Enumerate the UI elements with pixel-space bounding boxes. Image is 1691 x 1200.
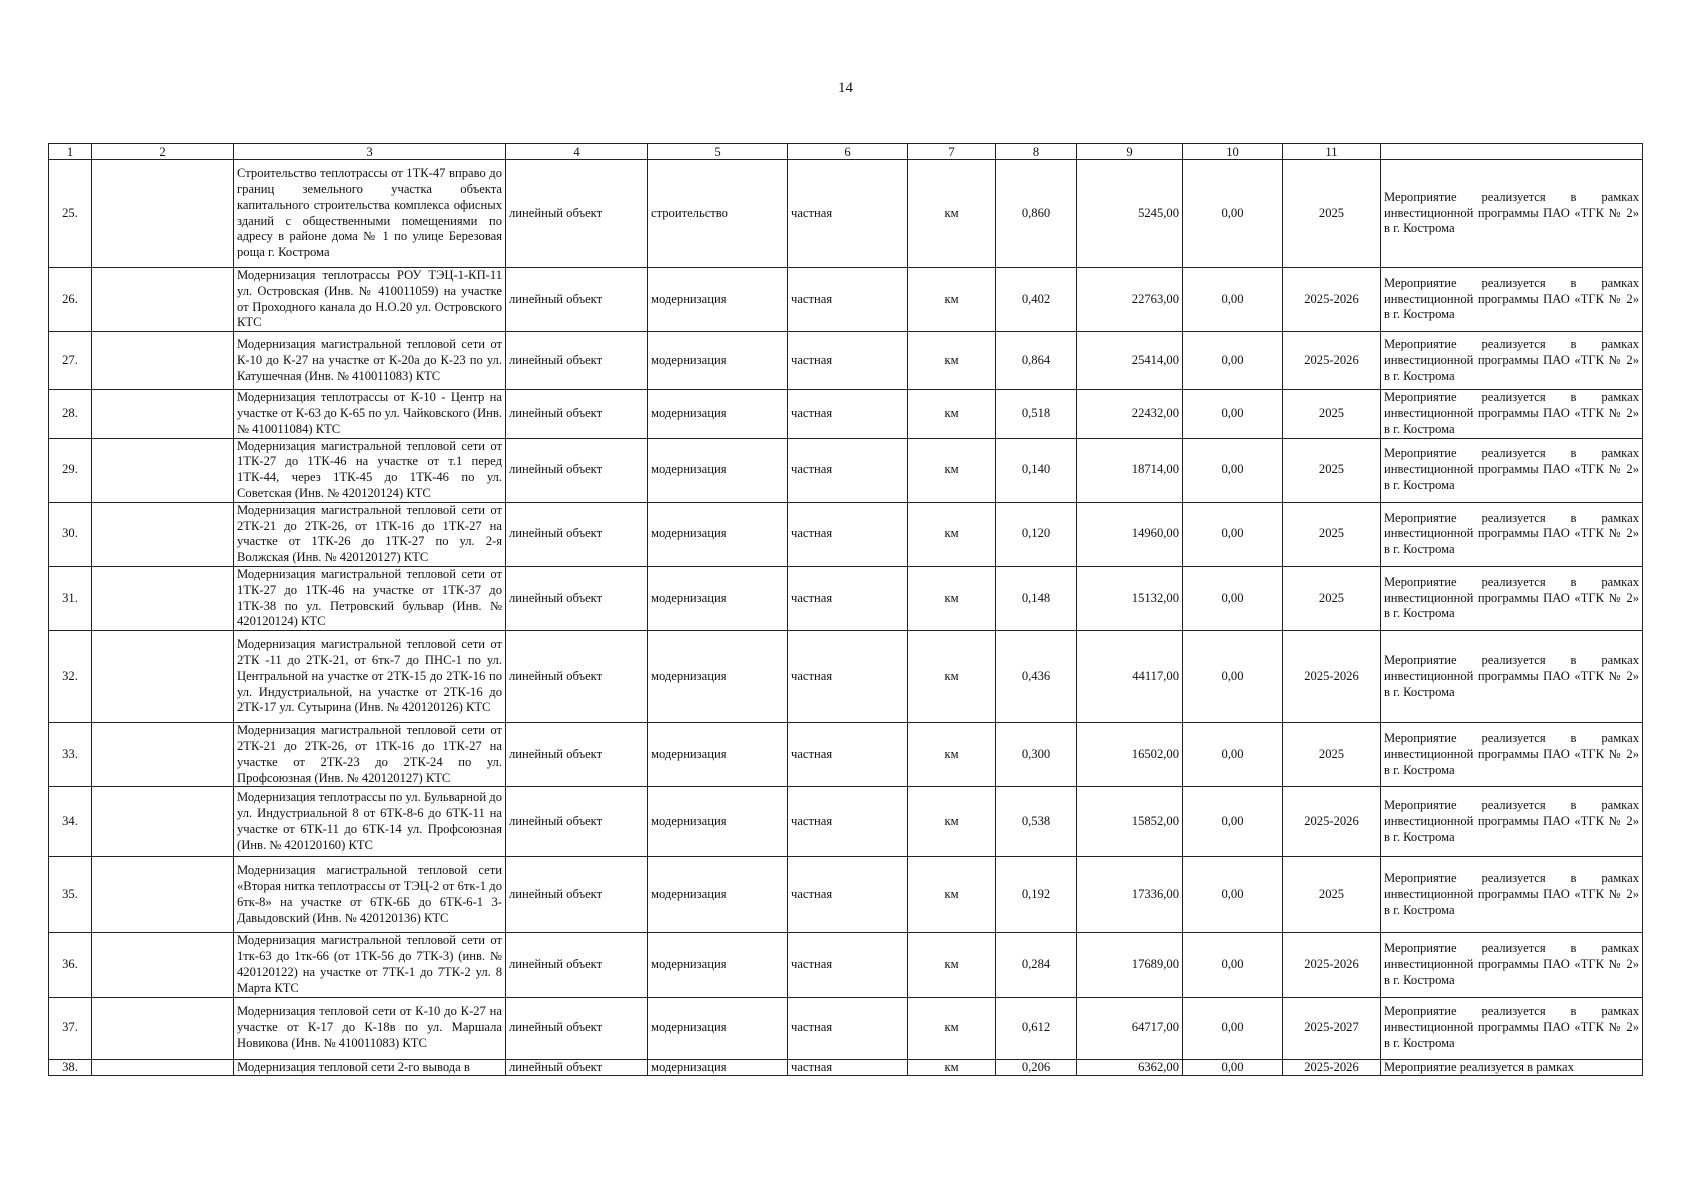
header-row [49, 144, 1643, 160]
object-type: линейный объект [506, 502, 648, 566]
value-col-10: 0,00 [1183, 787, 1283, 857]
object-description: Строительство теплотрассы от 1ТК-47 вправо до границ земельного участка объекта капитального строительства комплекса офисных зданий с общественными помещениями по адресу в районе дома № 1 по улице Березовая роща г. Кострома [234, 160, 506, 268]
length: 0,612 [996, 997, 1077, 1059]
object-type: линейный объект [506, 566, 648, 630]
table-row [49, 268, 1643, 332]
table-row [49, 723, 1643, 787]
row-number: 32. [49, 631, 92, 723]
empty-cell [92, 438, 234, 502]
unit: км [908, 268, 996, 332]
cost: 22763,00 [1077, 268, 1183, 332]
ownership: частная [788, 997, 908, 1059]
object-type: линейный объект [506, 997, 648, 1059]
work-type: модернизация [648, 268, 788, 332]
column-header [1381, 144, 1643, 160]
object-description: Модернизация магистральной тепловой сети «Вторая нитка теплотрассы от ТЭЦ-2 от 6тк-1 до 6тк-8» на участке от 6ТК-6Б до 6ТК-6-1 3-Давыдовский (Инв. № 420120136) КТС [234, 857, 506, 933]
ownership: частная [788, 566, 908, 630]
value-col-10: 0,00 [1183, 566, 1283, 630]
object-description: Модернизация магистральной тепловой сети от К-10 до К-27 на участке от К-20а до К-23 по ул. Катушечная (Инв. № 410011083) КТС [234, 332, 506, 390]
object-description: Модернизация тепловой сети 2-го вывода в [234, 1059, 506, 1076]
unit: км [908, 566, 996, 630]
value-col-10: 0,00 [1183, 631, 1283, 723]
column-header: 3 [234, 144, 506, 160]
row-number: 36. [49, 933, 92, 997]
column-header: 6 [788, 144, 908, 160]
note: Мероприятие реализуется в рамках инвестиционной программы ПАО «ТГК № 2» в г. Кострома [1381, 160, 1643, 268]
years: 2025-2026 [1283, 268, 1381, 332]
empty-cell [92, 787, 234, 857]
cost: 6362,00 [1077, 1059, 1183, 1076]
row-number: 37. [49, 997, 92, 1059]
years: 2025 [1283, 502, 1381, 566]
work-type: модернизация [648, 631, 788, 723]
work-type: модернизация [648, 997, 788, 1059]
years: 2025 [1283, 438, 1381, 502]
column-header: 9 [1077, 144, 1183, 160]
note: Мероприятие реализуется в рамках инвестиционной программы ПАО «ТГК № 2» в г. Кострома [1381, 268, 1643, 332]
table-row [49, 502, 1643, 566]
work-type: модернизация [648, 1059, 788, 1076]
work-type: модернизация [648, 332, 788, 390]
ownership: частная [788, 723, 908, 787]
note: Мероприятие реализуется в рамках инвестиционной программы ПАО «ТГК № 2» в г. Кострома [1381, 631, 1643, 723]
work-type: модернизация [648, 857, 788, 933]
value-col-10: 0,00 [1183, 268, 1283, 332]
row-number: 28. [49, 390, 92, 438]
note: Мероприятие реализуется в рамках инвестиционной программы ПАО «ТГК № 2» в г. Кострома [1381, 390, 1643, 438]
row-number: 29. [49, 438, 92, 502]
table-row [49, 390, 1643, 438]
years: 2025 [1283, 857, 1381, 933]
object-type: линейный объект [506, 723, 648, 787]
ownership: частная [788, 933, 908, 997]
object-type: линейный объект [506, 332, 648, 390]
cost: 15132,00 [1077, 566, 1183, 630]
length: 0,120 [996, 502, 1077, 566]
column-header: 7 [908, 144, 996, 160]
value-col-10: 0,00 [1183, 332, 1283, 390]
empty-cell [92, 1059, 234, 1076]
empty-cell [92, 997, 234, 1059]
note: Мероприятие реализуется в рамках инвестиционной программы ПАО «ТГК № 2» в г. Кострома [1381, 787, 1643, 857]
length: 0,300 [996, 723, 1077, 787]
length: 0,140 [996, 438, 1077, 502]
unit: км [908, 332, 996, 390]
empty-cell [92, 160, 234, 268]
value-col-10: 0,00 [1183, 160, 1283, 268]
value-col-10: 0,00 [1183, 390, 1283, 438]
ownership: частная [788, 631, 908, 723]
length: 0,402 [996, 268, 1077, 332]
cost: 18714,00 [1077, 438, 1183, 502]
length: 0,436 [996, 631, 1077, 723]
column-header: 8 [996, 144, 1077, 160]
cost: 64717,00 [1077, 997, 1183, 1059]
object-description: Модернизация магистральной тепловой сети от 1ТК-27 до 1ТК-46 на участке от т.1 перед 1ТК-44, через 1ТК-45 до 1ТК-46 по ул. Советская (Инв. № 420120124) КТС [234, 438, 506, 502]
value-col-10: 0,00 [1183, 997, 1283, 1059]
row-number: 35. [49, 857, 92, 933]
object-description: Модернизация теплотрассы от К-10 - Центр на участке от К-63 до К-65 по ул. Чайковского (Инв. № 410011084) КТС [234, 390, 506, 438]
value-col-10: 0,00 [1183, 723, 1283, 787]
ownership: частная [788, 332, 908, 390]
object-description: Модернизация магистральной тепловой сети от 2ТК-21 до 2ТК-26, от 1ТК-16 до 1ТК-27 на участке от 2ТК-23 до 2ТК-24 по ул. Профсоюзная (Инв. № 420120127) КТС [234, 723, 506, 787]
empty-cell [92, 723, 234, 787]
empty-cell [92, 332, 234, 390]
empty-cell [92, 857, 234, 933]
length: 0,518 [996, 390, 1077, 438]
cost: 25414,00 [1077, 332, 1183, 390]
row-number: 34. [49, 787, 92, 857]
page-number: 14 [838, 80, 853, 96]
work-type: модернизация [648, 723, 788, 787]
object-type: линейный объект [506, 438, 648, 502]
cost: 15852,00 [1077, 787, 1183, 857]
empty-cell [92, 502, 234, 566]
table-row [49, 631, 1643, 723]
unit: км [908, 502, 996, 566]
object-type: линейный объект [506, 857, 648, 933]
note: Мероприятие реализуется в рамках инвестиционной программы ПАО «ТГК № 2» в г. Кострома [1381, 997, 1643, 1059]
cost: 17336,00 [1077, 857, 1183, 933]
note: Мероприятие реализуется в рамках инвестиционной программы ПАО «ТГК № 2» в г. Кострома [1381, 438, 1643, 502]
table-body [49, 160, 1643, 1076]
ownership: частная [788, 1059, 908, 1076]
unit: км [908, 390, 996, 438]
column-header: 4 [506, 144, 648, 160]
table-row [49, 857, 1643, 933]
column-header: 2 [92, 144, 234, 160]
years: 2025 [1283, 723, 1381, 787]
cost: 22432,00 [1077, 390, 1183, 438]
unit: км [908, 857, 996, 933]
length: 0,864 [996, 332, 1077, 390]
table-row [49, 997, 1643, 1059]
value-col-10: 0,00 [1183, 857, 1283, 933]
length: 0,860 [996, 160, 1077, 268]
work-type: модернизация [648, 933, 788, 997]
value-col-10: 0,00 [1183, 438, 1283, 502]
length: 0,284 [996, 933, 1077, 997]
object-description: Модернизация тепловой сети от К-10 до К-27 на участке от К-17 до К-18в по ул. Маршала Новикова (Инв. № 410011083) КТС [234, 997, 506, 1059]
column-header: 10 [1183, 144, 1283, 160]
empty-cell [92, 566, 234, 630]
note: Мероприятие реализуется в рамках инвестиционной программы ПАО «ТГК № 2» в г. Кострома [1381, 723, 1643, 787]
years: 2025-2026 [1283, 933, 1381, 997]
cost: 17689,00 [1077, 933, 1183, 997]
row-number: 26. [49, 268, 92, 332]
years: 2025-2026 [1283, 332, 1381, 390]
row-number: 31. [49, 566, 92, 630]
empty-cell [92, 390, 234, 438]
table-row [49, 787, 1643, 857]
object-type: линейный объект [506, 268, 648, 332]
cost: 14960,00 [1077, 502, 1183, 566]
length: 0,192 [996, 857, 1077, 933]
work-type: модернизация [648, 438, 788, 502]
row-number: 25. [49, 160, 92, 268]
unit: км [908, 631, 996, 723]
note: Мероприятие реализуется в рамках инвестиционной программы ПАО «ТГК № 2» в г. Кострома [1381, 332, 1643, 390]
table-row [49, 438, 1643, 502]
unit: км [908, 997, 996, 1059]
note: Мероприятие реализуется в рамках [1381, 1059, 1643, 1076]
row-number: 33. [49, 723, 92, 787]
unit: км [908, 723, 996, 787]
years: 2025-2027 [1283, 997, 1381, 1059]
row-number: 30. [49, 502, 92, 566]
empty-cell [92, 933, 234, 997]
years: 2025 [1283, 566, 1381, 630]
object-type: линейный объект [506, 160, 648, 268]
table-row [49, 160, 1643, 268]
empty-cell [92, 268, 234, 332]
length: 0,206 [996, 1059, 1077, 1076]
column-header: 1 [49, 144, 92, 160]
table-row [49, 566, 1643, 630]
years: 2025-2026 [1283, 631, 1381, 723]
projects-table [48, 143, 1643, 1076]
ownership: частная [788, 502, 908, 566]
work-type: модернизация [648, 566, 788, 630]
object-description: Модернизация теплотрассы по ул. Бульварной до ул. Индустриальной 8 от 6ТК-8-6 до 6ТК-11 на участке от 6ТК-11 до 6ТК-14 ул. Профсоюзная (Инв. № 420120160) КТС [234, 787, 506, 857]
table-row [49, 1059, 1643, 1076]
value-col-10: 0,00 [1183, 933, 1283, 997]
ownership: частная [788, 857, 908, 933]
table-row [49, 933, 1643, 997]
unit: км [908, 160, 996, 268]
ownership: частная [788, 160, 908, 268]
years: 2025-2026 [1283, 787, 1381, 857]
row-number: 38. [49, 1059, 92, 1076]
unit: км [908, 933, 996, 997]
object-type: линейный объект [506, 1059, 648, 1076]
object-description: Модернизация теплотрассы РОУ ТЭЦ-1-КП-11 ул. Островская (Инв. № 410011059) на участке от Проходного канала до Н.О.20 ул. Островского КТС [234, 268, 506, 332]
years: 2025 [1283, 390, 1381, 438]
object-type: линейный объект [506, 933, 648, 997]
note: Мероприятие реализуется в рамках инвестиционной программы ПАО «ТГК № 2» в г. Кострома [1381, 933, 1643, 997]
column-header: 11 [1283, 144, 1381, 160]
object-type: линейный объект [506, 390, 648, 438]
empty-cell [92, 631, 234, 723]
ownership: частная [788, 268, 908, 332]
work-type: модернизация [648, 787, 788, 857]
work-type: модернизация [648, 502, 788, 566]
years: 2025-2026 [1283, 1059, 1381, 1076]
ownership: частная [788, 390, 908, 438]
work-type: строительство [648, 160, 788, 268]
cost: 5245,00 [1077, 160, 1183, 268]
work-type: модернизация [648, 390, 788, 438]
row-number: 27. [49, 332, 92, 390]
length: 0,538 [996, 787, 1077, 857]
unit: км [908, 438, 996, 502]
object-description: Модернизация магистральной тепловой сети от 1тк-63 до 1тк-66 (от 1ТК-56 до 7ТК-3) (инв. № 420120122) на участке от 7ТК-1 до 7ТК-2 ул. 8 Марта КТС [234, 933, 506, 997]
unit: км [908, 787, 996, 857]
object-description: Модернизация магистральной тепловой сети от 1ТК-27 до 1ТК-46 на участке от 1ТК-37 до 1ТК-38 по ул. Петровский бульвар (Инв. № 420120124) КТС [234, 566, 506, 630]
length: 0,148 [996, 566, 1077, 630]
years: 2025 [1283, 160, 1381, 268]
note: Мероприятие реализуется в рамках инвестиционной программы ПАО «ТГК № 2» в г. Кострома [1381, 502, 1643, 566]
object-type: линейный объект [506, 787, 648, 857]
cost: 16502,00 [1077, 723, 1183, 787]
table-row [49, 332, 1643, 390]
object-description: Модернизация магистральной тепловой сети от 2ТК -11 до 2ТК-21, от 6тк-7 до ПНС-1 по ул. Центральной на участке от 2ТК-15 до 2ТК-16 по ул. Индустриальной, на участке от 2ТК-16 до 2ТК-17 ул. Сутырина (Инв. № 420120126) КТС [234, 631, 506, 723]
object-type: линейный объект [506, 631, 648, 723]
note: Мероприятие реализуется в рамках инвестиционной программы ПАО «ТГК № 2» в г. Кострома [1381, 566, 1643, 630]
note: Мероприятие реализуется в рамках инвестиционной программы ПАО «ТГК № 2» в г. Кострома [1381, 857, 1643, 933]
value-col-10: 0,00 [1183, 502, 1283, 566]
value-col-10: 0,00 [1183, 1059, 1283, 1076]
ownership: частная [788, 438, 908, 502]
cost: 44117,00 [1077, 631, 1183, 723]
object-description: Модернизация магистральной тепловой сети от 2ТК-21 до 2ТК-26, от 1ТК-16 до 1ТК-27 на участке от 1ТК-26 до 1ТК-27 по ул. 2-я Волжская (Инв. № 420120127) КТС [234, 502, 506, 566]
column-header: 5 [648, 144, 788, 160]
unit: км [908, 1059, 996, 1076]
ownership: частная [788, 787, 908, 857]
